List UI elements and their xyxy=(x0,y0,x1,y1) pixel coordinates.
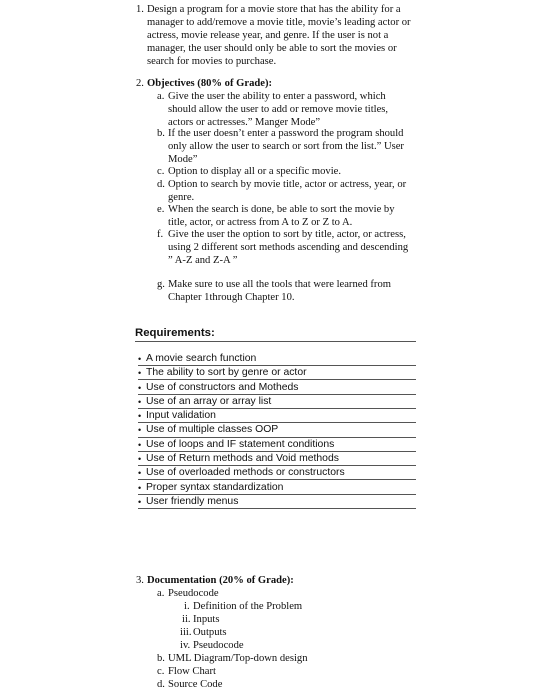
requirement-item xyxy=(138,424,416,437)
requirement-item xyxy=(138,396,416,409)
requirement-item xyxy=(138,496,416,509)
roman-numeral: iii. xyxy=(180,627,192,638)
bullet-icon: • xyxy=(138,382,142,393)
objective-letter: a. xyxy=(157,91,165,102)
bullet-icon: • xyxy=(138,425,142,436)
requirement-item xyxy=(138,410,416,423)
roman-label: Definition of the Problem xyxy=(193,601,303,612)
text-line: only allow the user to search or sort from the list.” User xyxy=(168,140,404,152)
text-line: should allow the user to add or remove movie titles, xyxy=(168,103,389,115)
text-line: If the user doesn’t enter a password the program should xyxy=(168,128,404,139)
text-line: Option to display all or a specific movie. xyxy=(168,166,341,177)
text-line: title, actor, or actress from A to Z or Z to A. xyxy=(168,216,353,228)
documentation-label: UML Diagram/Top-down design xyxy=(168,653,308,664)
requirement-label: User friendly menus xyxy=(146,495,239,507)
documentation-label: Flow Chart xyxy=(168,666,216,677)
text-line: When the search is done, be able to sort the movie by xyxy=(168,204,395,215)
bullet-icon: • xyxy=(138,368,142,379)
text-line: Mode” xyxy=(168,153,198,165)
roman-label: Pseudocode xyxy=(193,640,244,651)
text-line: actress, movie release year, and genre. If the user is not a xyxy=(147,29,389,41)
requirement-item xyxy=(138,453,416,466)
roman-label: Outputs xyxy=(193,627,227,638)
text-line: manager to add/remove a movie title, movie’s leading actor or xyxy=(147,16,411,28)
roman-label: Inputs xyxy=(193,614,220,625)
roman-numeral: iv. xyxy=(180,640,191,651)
requirement-item xyxy=(138,353,416,366)
text-line: genre. xyxy=(168,191,195,203)
text-line: ” A-Z and Z-A ” xyxy=(168,254,238,266)
bullet-icon: • xyxy=(138,468,142,479)
text-line: Chapter 1through Chapter 10. xyxy=(168,291,295,303)
documentation-letter: c. xyxy=(157,666,165,677)
documentation-letter: d. xyxy=(157,679,165,690)
requirement-item xyxy=(138,467,416,480)
requirement-label: Use of overloaded methods or constructors xyxy=(146,467,345,479)
item-2-number: 2. xyxy=(136,78,144,89)
text-line: Give the user the option to sort by title, actor, or actress, xyxy=(168,229,406,240)
requirements-heading: Requirements: xyxy=(135,326,416,342)
bullet-icon: • xyxy=(138,396,142,407)
objective-text xyxy=(168,166,428,179)
requirement-item xyxy=(138,439,416,452)
text-line: manager, the user should only be able to sort the movies or xyxy=(147,42,397,54)
bullet-icon: • xyxy=(138,411,142,422)
objective-text xyxy=(168,279,428,305)
objective-letter: b. xyxy=(157,128,165,139)
item-1-text xyxy=(147,4,432,69)
objective-text xyxy=(168,204,428,230)
text-line: Make sure to use all the tools that were learned from xyxy=(168,279,391,290)
text-line: search for movies to purchase. xyxy=(147,55,277,67)
item-1-number: 1. xyxy=(136,4,144,15)
requirement-label: The ability to sort by genre or actor xyxy=(146,367,307,379)
requirement-label: Use of an array or array list xyxy=(146,395,272,407)
roman-numeral: i. xyxy=(184,601,190,612)
documentation-letter: a. xyxy=(157,588,165,599)
objectives-heading: Objectives (80% of Grade): xyxy=(147,78,273,89)
item-3-number: 3. xyxy=(136,575,144,586)
objective-text xyxy=(168,91,428,130)
requirement-label: Use of Return methods and Void methods xyxy=(146,452,339,464)
requirement-label: Input validation xyxy=(146,410,216,422)
objective-text xyxy=(168,179,428,205)
bullet-icon: • xyxy=(138,496,142,507)
documentation-label: Pseudocode xyxy=(168,588,219,599)
objective-letter: c. xyxy=(157,166,165,177)
text-line: actors or actresses.” Manger Mode” xyxy=(168,116,321,128)
text-line: using 2 different sort methods ascending and descending xyxy=(168,241,409,253)
text-line: Give the user the ability to enter a password, which xyxy=(168,91,386,102)
bullet-icon: • xyxy=(138,354,142,364)
objective-text xyxy=(168,229,428,268)
roman-numeral: ii. xyxy=(182,614,191,625)
objective-letter: g. xyxy=(157,279,165,290)
objective-letter: f. xyxy=(157,229,164,240)
text-line: Design a program for a movie store that has the ability for a xyxy=(147,4,401,15)
requirement-label: A movie search function xyxy=(146,353,257,364)
documentation-heading: Documentation (20% of Grade): xyxy=(147,575,294,586)
bullet-icon: • xyxy=(138,482,142,493)
bullet-icon: • xyxy=(138,439,142,450)
requirement-label: Use of loops and IF statement conditions xyxy=(146,438,335,450)
requirement-label: Use of constructors and Motheds xyxy=(146,381,299,393)
documentation-letter: b. xyxy=(157,653,165,664)
requirement-item xyxy=(138,382,416,395)
requirement-label: Use of multiple classes OOP xyxy=(146,424,279,436)
objective-text xyxy=(168,128,428,167)
requirements-list xyxy=(138,353,416,510)
objective-letter: d. xyxy=(157,179,165,190)
requirement-label: Proper syntax standardization xyxy=(146,481,284,493)
text-line: Option to search by movie title, actor or actress, year, or xyxy=(168,179,407,190)
requirement-item xyxy=(138,482,416,495)
objective-letter: e. xyxy=(157,204,165,215)
bullet-icon: • xyxy=(138,453,142,464)
documentation-label: Source Code xyxy=(168,679,223,690)
requirement-item xyxy=(138,367,416,380)
